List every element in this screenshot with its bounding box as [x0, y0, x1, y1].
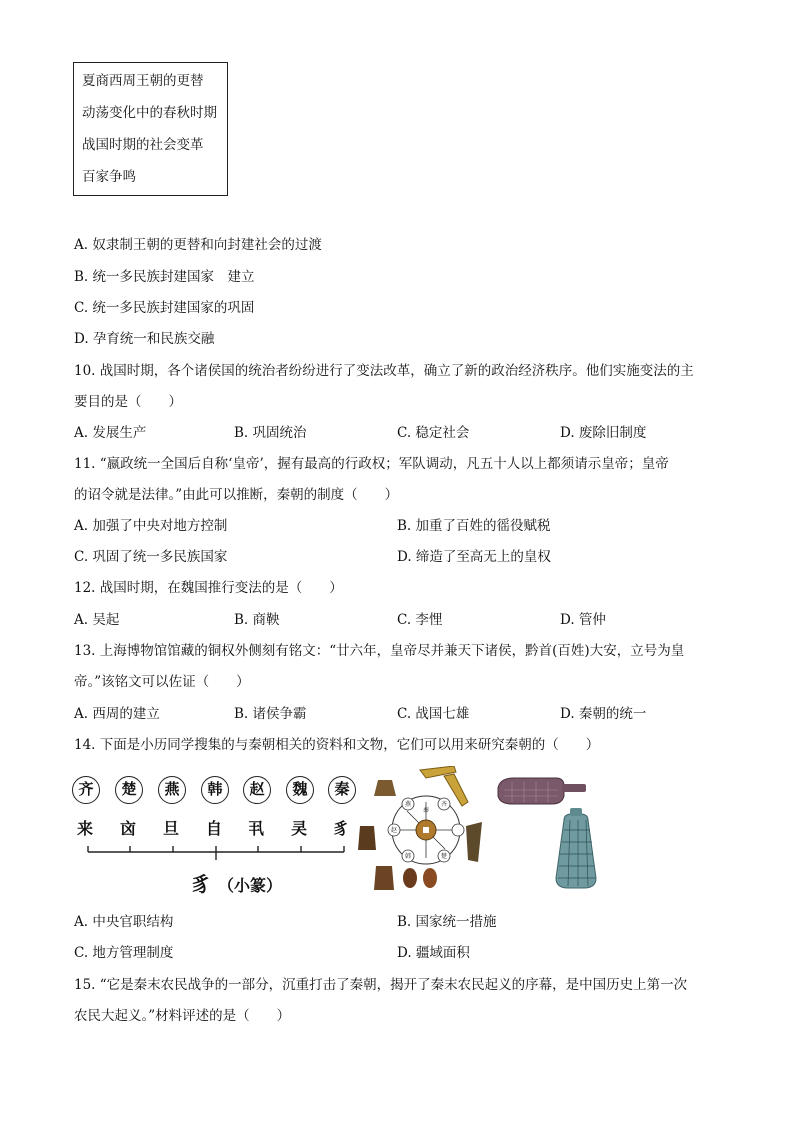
- q9-option-b: B. 统一多民族封建国家 建立: [74, 269, 255, 285]
- q14-option-d: D. 疆域面积: [397, 945, 470, 961]
- q13-stem-line1: 13. 上海博物馆馆藏的铜权外侧刻有铭文：“廿六年，皇帝尽并兼天下诸侯，黔首(百姓)大安，立号为皇: [74, 643, 685, 659]
- q9-option-a: A. 奴隶制王朝的更替和向封建社会的过渡: [74, 237, 322, 253]
- topic-line: 夏商西周王朝的更替: [82, 73, 204, 89]
- state-circle: 秦: [328, 776, 356, 804]
- q15-stem-line1: 15. “它是秦末农民战争的一部分，沉重打击了秦朝，揭开了秦末农民起义的序幕，是中国历史上第一次: [74, 977, 688, 993]
- q13-option-d: D. 秦朝的统一: [560, 706, 647, 722]
- seal-glyph: 旦: [163, 819, 180, 838]
- seal-glyph: 豸: [333, 819, 350, 838]
- q13-option-a: A. 西周的建立: [74, 706, 160, 722]
- q12-option-a: A. 吴起: [74, 612, 120, 628]
- q12-option-c: C. 李悝: [397, 612, 443, 628]
- q11-stem-line1: 11. “嬴政统一全国后自称‘皇帝’，握有最高的行政权；军队调动，凡五十人以上都须请示皇帝；皇帝: [74, 456, 669, 472]
- q9-option-c: C. 统一多民族封建国家的巩固: [74, 300, 255, 316]
- seal-glyph: 自: [206, 819, 223, 838]
- topic-box: [73, 62, 228, 196]
- state-circle: 燕: [158, 776, 186, 804]
- seal-caption: （小篆）: [218, 876, 283, 895]
- coin-ring-label: 齐: [440, 801, 448, 808]
- coin-ring-label: 楚: [440, 853, 448, 860]
- seal-script-figure: [70, 772, 360, 900]
- seal-glyph-unified: 豸: [191, 872, 211, 896]
- q14-option-b: B. 国家统一措施: [397, 914, 497, 930]
- q13-option-c: C. 战国七雄: [397, 706, 470, 722]
- q10-option-a: A. 发展生产: [74, 425, 147, 441]
- state-circle: 韩: [201, 776, 229, 804]
- state-circle: 齐: [72, 776, 100, 804]
- seal-glyph: 丮: [248, 819, 265, 838]
- q11-option-d: D. 缔造了至高无上的皇权: [397, 549, 551, 565]
- q14-option-a: A. 中央官职结构: [74, 914, 174, 930]
- q15-stem-line2: 农民大起义。”材料评述的是（ ）: [74, 1008, 291, 1024]
- q10-option-c: C. 稳定社会: [397, 425, 470, 441]
- standard-measures-illustration: [492, 770, 602, 892]
- q9-option-d: D. 孕育统一和民族交融: [74, 331, 215, 347]
- state-circle: 魏: [286, 776, 314, 804]
- coin-ring-label: 赵: [390, 827, 398, 834]
- q10-stem-line2: 要目的是（ ）: [74, 394, 182, 410]
- q10-option-b: B. 巩固统治: [234, 425, 307, 441]
- q13-option-b: B. 诸侯争霸: [234, 706, 307, 722]
- coin-ring-label: 秦: [422, 807, 430, 814]
- seal-glyph: 㚑: [291, 819, 308, 838]
- q11-option-a: A. 加强了中央对地方控制: [74, 518, 228, 534]
- q13-stem-line2: 帝。”该铭文可以佐证（ ）: [74, 674, 250, 690]
- q10-option-d: D. 废除旧制度: [560, 425, 647, 441]
- currency-unification-illustration: [358, 766, 488, 894]
- q12-stem: 12. 战国时期，在魏国推行变法的是（ ）: [74, 580, 343, 596]
- q14-option-c: C. 地方管理制度: [74, 945, 174, 961]
- q11-option-c: C. 巩固了统一多民族国家: [74, 549, 228, 565]
- state-circle: 赵: [243, 776, 271, 804]
- q11-stem-line2: 的诏令就是法律。”由此可以推断，秦朝的制度（ ）: [74, 487, 399, 503]
- seal-glyph: 来: [77, 819, 94, 838]
- seal-glyph: 㐫: [120, 819, 137, 838]
- topic-line: 百家争鸣: [82, 169, 136, 185]
- coin-ring-label: 燕: [404, 801, 412, 808]
- topic-line: 战国时期的社会变革: [82, 137, 204, 153]
- q14-stem: 14. 下面是小历同学搜集的与秦朝相关的资料和文物，它们可以用来研究秦朝的（ ）: [74, 737, 600, 753]
- convergence-bracket: [70, 842, 360, 862]
- topic-line: 动荡变化中的春秋时期: [82, 105, 217, 121]
- state-circle: 楚: [115, 776, 143, 804]
- q12-option-d: D. 管仲: [560, 612, 606, 628]
- coin-ring-label: 韩: [404, 853, 412, 860]
- q12-option-b: B. 商鞅: [234, 612, 280, 628]
- q10-stem-line1: 10. 战国时期，各个诸侯国的统治者纷纷进行了变法改革，确立了新的政治经济秩序。他们实施变法的主: [74, 363, 694, 379]
- q11-option-b: B. 加重了百姓的徭役赋税: [397, 518, 551, 534]
